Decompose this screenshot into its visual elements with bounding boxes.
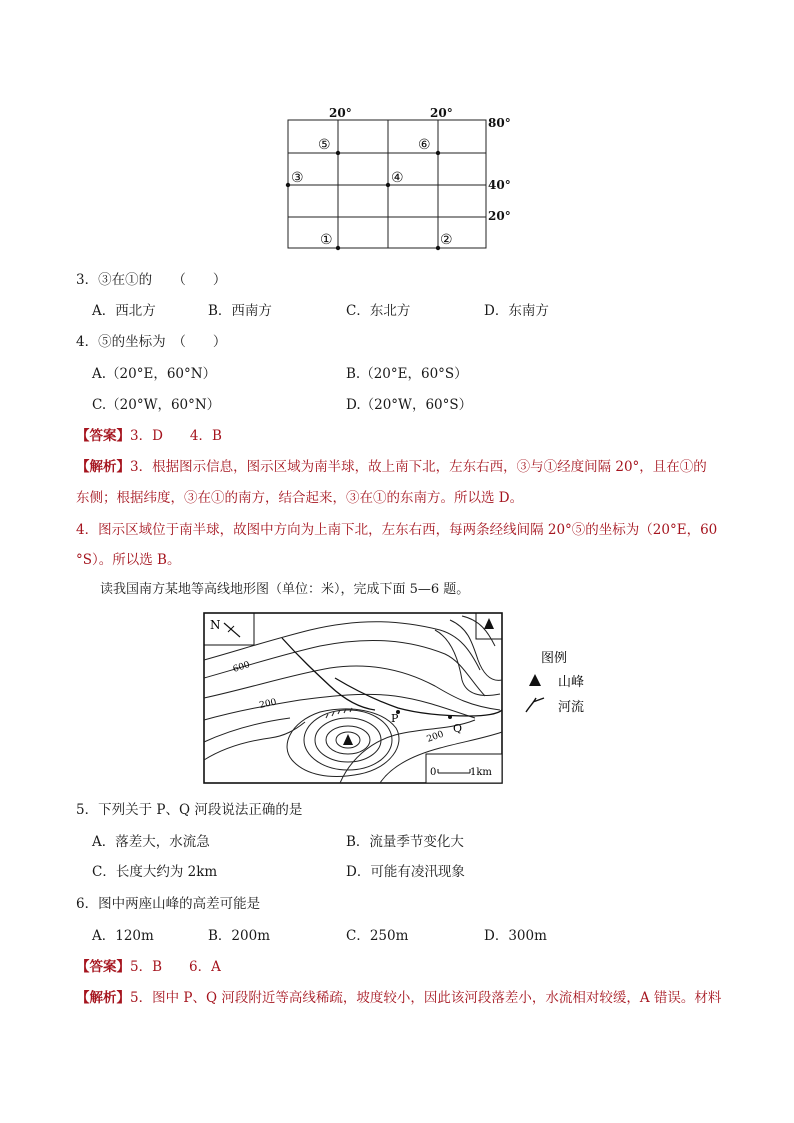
- point-p: P: [391, 712, 399, 725]
- contour-map-figure: [200, 610, 610, 788]
- legend-river-icon: [526, 698, 544, 712]
- q3-option-a: A．西北方: [92, 303, 156, 319]
- analysis-1-line-3: 4．图示区域位于南半球，故图中方向为上南下北，左东右西，每两条经线间隔 20°⑤的坐标为（20°E，60: [76, 522, 718, 538]
- q6-option-a: A．120m: [92, 928, 154, 944]
- analysis-text: 3．根据图示信息，图示区域为南半球，故上南下北，左东右西，③与①经度间隔 20°，且在①的: [130, 459, 707, 475]
- legend-river-label: 河流: [558, 700, 585, 715]
- right-label-40: 40°: [488, 178, 511, 192]
- scale-zero: 0: [430, 767, 437, 778]
- analysis-text-2: 5．图中 P、Q 河段附近等高线稀疏，坡度较小，因此该河段落差小，水流相对较缓，A 错误。材料: [130, 990, 722, 1006]
- analysis-1-line-2: 东侧；根据纬度，③在①的南方，结合起来，③在①的东南方。所以选 D。: [76, 490, 524, 506]
- answer-text-2: 5．B 6．A: [130, 959, 221, 975]
- analysis-2-line-1: [76, 988, 721, 1008]
- question-3-stem: 3．③在①的 （ ）: [76, 272, 227, 288]
- q4-option-c: C.（20°W，60°N）: [92, 397, 221, 413]
- scale-1km: 1km: [470, 767, 492, 778]
- q5-option-a: A．落差大，水流急: [92, 834, 210, 850]
- point-3: ③: [291, 170, 304, 186]
- answer-block-2: [76, 957, 221, 977]
- answer-text: 3．D 4．B: [130, 428, 222, 444]
- legend-title: 图例: [541, 651, 568, 666]
- point-2: ②: [440, 232, 453, 248]
- q4-option-a: A.（20°E，60°N）: [92, 366, 217, 382]
- analysis-tag-2: 【解析】: [76, 990, 130, 1006]
- lat-lon-grid-figure: [280, 100, 520, 252]
- answer-tag: 【答案】: [76, 428, 130, 444]
- point-6: ⑥: [418, 137, 431, 153]
- answer-block-1: [76, 426, 222, 446]
- analysis-1-line-4: °S）。所以选 B。: [76, 552, 181, 568]
- top-label-2: 20°: [430, 106, 453, 120]
- contour-label-200-right: 200: [425, 729, 446, 745]
- analysis-tag: 【解析】: [76, 459, 130, 475]
- q3-option-d: D．东南方: [484, 303, 549, 319]
- answer-tag-2: 【答案】: [76, 959, 130, 975]
- intro-5-6: 读我国南方某地等高线地形图（单位：米），完成下面 5—6 题。: [100, 582, 470, 597]
- right-label-80: 80°: [488, 116, 511, 130]
- contour-label-200-left: 200: [258, 697, 278, 711]
- legend-peak-icon: [529, 674, 541, 686]
- q6-option-d: D．300m: [484, 928, 547, 944]
- point-q: Q: [453, 722, 463, 735]
- legend-peak-label: 山峰: [558, 675, 585, 690]
- question-4-stem: 4．⑤的坐标为 （ ）: [76, 334, 227, 350]
- contour-label-600: 600: [231, 660, 252, 675]
- q5-option-b: B．流量季节变化大: [346, 834, 464, 850]
- question-5-stem: 5．下列关于 P、Q 河段说法正确的是: [76, 802, 303, 818]
- north-label: N: [210, 618, 221, 632]
- question-6-stem: 6．图中两座山峰的高差可能是: [76, 896, 261, 912]
- q4-option-d: D.（20°W，60°S）: [346, 397, 473, 413]
- point-4: ④: [391, 170, 404, 186]
- q3-option-b: B．西南方: [208, 303, 272, 319]
- q5-option-c: C．长度大约为 2km: [92, 864, 218, 880]
- q6-option-c: C．250m: [346, 928, 409, 944]
- q5-option-d: D．可能有凌汛现象: [346, 864, 465, 880]
- q6-option-b: B．200m: [208, 928, 270, 944]
- point-5: ⑤: [318, 137, 331, 153]
- q3-option-c: C．东北方: [346, 303, 411, 319]
- right-label-20: 20°: [488, 209, 511, 223]
- top-label-1: 20°: [329, 106, 352, 120]
- point-1: ①: [320, 232, 333, 248]
- analysis-1-line-1: [76, 457, 707, 477]
- q4-option-b: B.（20°E，60°S）: [346, 366, 468, 382]
